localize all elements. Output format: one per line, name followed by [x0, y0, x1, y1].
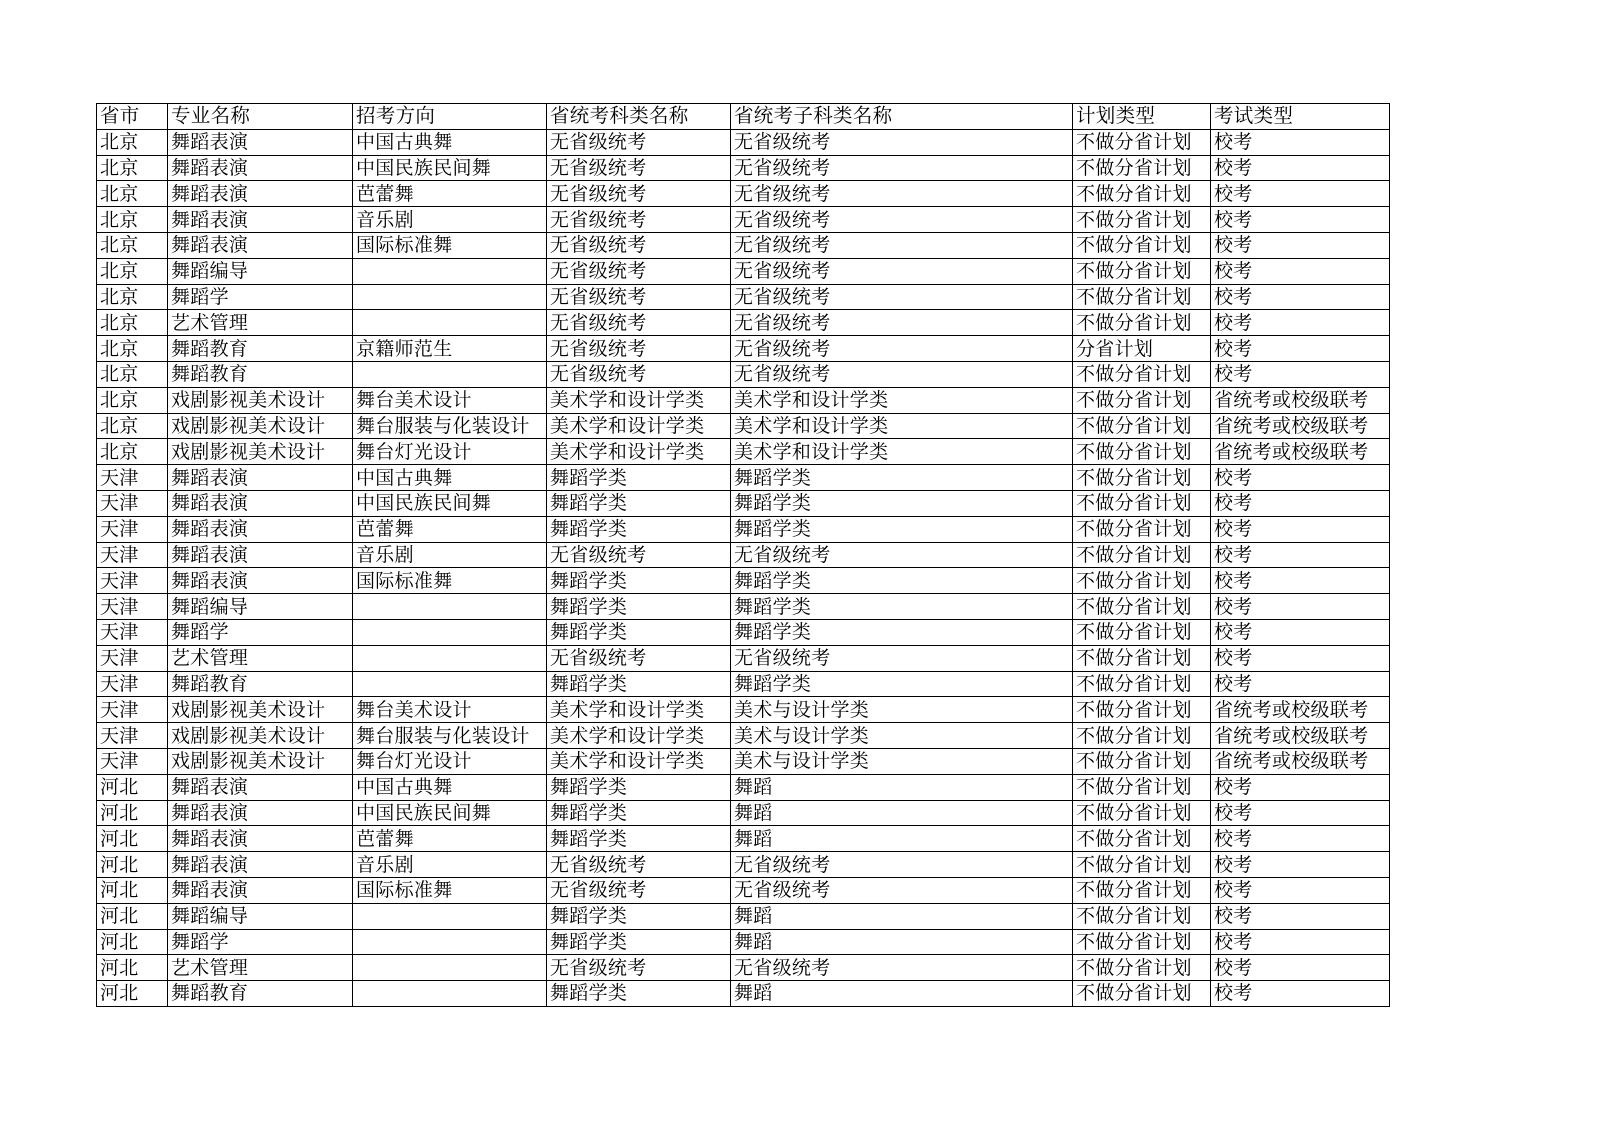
cell-exam-subcategory: 无省级统考 [731, 284, 1073, 310]
cell-province: 天津 [97, 490, 168, 516]
cell-province: 河北 [97, 903, 168, 929]
table-row [97, 981, 1390, 1007]
cell-province: 北京 [97, 361, 168, 387]
cell-exam-category: 美术学和设计学类 [547, 439, 731, 465]
cell-exam-subcategory: 美术与设计学类 [731, 723, 1073, 749]
cell-exam-type: 校考 [1211, 671, 1390, 697]
cell-major-name: 舞蹈表演 [168, 826, 353, 852]
table-row [97, 490, 1390, 516]
cell-exam-subcategory: 美术与设计学类 [731, 748, 1073, 774]
cell-exam-subcategory: 舞蹈 [731, 903, 1073, 929]
cell-exam-category: 无省级统考 [547, 336, 731, 362]
cell-plan-type: 不做分省计划 [1073, 439, 1211, 465]
cell-plan-type: 不做分省计划 [1073, 129, 1211, 155]
table-row [97, 310, 1390, 336]
cell-admission-direction [353, 903, 547, 929]
cell-plan-type: 不做分省计划 [1073, 929, 1211, 955]
table-row [97, 645, 1390, 671]
cell-exam-category: 舞蹈学类 [547, 516, 731, 542]
cell-exam-category: 无省级统考 [547, 258, 731, 284]
cell-major-name: 舞蹈编导 [168, 258, 353, 284]
cell-exam-category: 无省级统考 [547, 181, 731, 207]
cell-major-name: 舞蹈表演 [168, 232, 353, 258]
cell-province: 北京 [97, 439, 168, 465]
cell-plan-type: 不做分省计划 [1073, 284, 1211, 310]
cell-exam-subcategory: 无省级统考 [731, 877, 1073, 903]
cell-exam-category: 无省级统考 [547, 129, 731, 155]
cell-exam-type: 省统考或校级联考 [1211, 748, 1390, 774]
cell-exam-subcategory: 美术学和设计学类 [731, 413, 1073, 439]
cell-admission-direction: 舞台服装与化装设计 [353, 413, 547, 439]
table-row [97, 800, 1390, 826]
cell-plan-type: 不做分省计划 [1073, 568, 1211, 594]
cell-exam-subcategory: 舞蹈学类 [731, 465, 1073, 491]
cell-plan-type: 不做分省计划 [1073, 619, 1211, 645]
cell-major-name: 舞蹈学 [168, 619, 353, 645]
cell-exam-category: 舞蹈学类 [547, 800, 731, 826]
cell-exam-type: 校考 [1211, 232, 1390, 258]
cell-major-name: 戏剧影视美术设计 [168, 697, 353, 723]
table-row [97, 697, 1390, 723]
cell-plan-type: 不做分省计划 [1073, 826, 1211, 852]
table-header-row [97, 104, 1390, 130]
cell-exam-subcategory: 无省级统考 [731, 852, 1073, 878]
table-row [97, 387, 1390, 413]
cell-admission-direction: 音乐剧 [353, 852, 547, 878]
cell-admission-direction: 中国民族民间舞 [353, 490, 547, 516]
cell-province: 河北 [97, 981, 168, 1007]
table-row [97, 207, 1390, 233]
cell-province: 天津 [97, 542, 168, 568]
cell-major-name: 舞蹈学 [168, 929, 353, 955]
cell-plan-type: 不做分省计划 [1073, 748, 1211, 774]
cell-admission-direction: 京籍师范生 [353, 336, 547, 362]
cell-admission-direction: 国际标准舞 [353, 568, 547, 594]
cell-exam-category: 美术学和设计学类 [547, 748, 731, 774]
cell-major-name: 艺术管理 [168, 955, 353, 981]
cell-exam-subcategory: 无省级统考 [731, 310, 1073, 336]
cell-major-name: 戏剧影视美术设计 [168, 723, 353, 749]
table-row [97, 774, 1390, 800]
cell-exam-category: 美术学和设计学类 [547, 413, 731, 439]
cell-exam-subcategory: 无省级统考 [731, 336, 1073, 362]
cell-plan-type: 不做分省计划 [1073, 903, 1211, 929]
header-cell-admission-direction: 招考方向 [353, 104, 547, 130]
cell-province: 河北 [97, 877, 168, 903]
cell-plan-type: 不做分省计划 [1073, 594, 1211, 620]
cell-province: 河北 [97, 826, 168, 852]
cell-admission-direction: 音乐剧 [353, 542, 547, 568]
cell-exam-subcategory: 无省级统考 [731, 129, 1073, 155]
cell-exam-category: 美术学和设计学类 [547, 387, 731, 413]
cell-exam-category: 无省级统考 [547, 542, 731, 568]
cell-admission-direction: 芭蕾舞 [353, 826, 547, 852]
cell-province: 北京 [97, 181, 168, 207]
cell-exam-type: 校考 [1211, 955, 1390, 981]
cell-exam-type: 校考 [1211, 258, 1390, 284]
cell-major-name: 舞蹈表演 [168, 877, 353, 903]
cell-plan-type: 不做分省计划 [1073, 310, 1211, 336]
cell-exam-category: 美术学和设计学类 [547, 697, 731, 723]
cell-major-name: 舞蹈表演 [168, 207, 353, 233]
cell-province: 天津 [97, 697, 168, 723]
cell-exam-subcategory: 无省级统考 [731, 155, 1073, 181]
cell-plan-type: 不做分省计划 [1073, 155, 1211, 181]
cell-exam-category: 舞蹈学类 [547, 826, 731, 852]
cell-exam-subcategory: 舞蹈学类 [731, 671, 1073, 697]
cell-admission-direction [353, 258, 547, 284]
cell-exam-category: 无省级统考 [547, 361, 731, 387]
cell-plan-type: 不做分省计划 [1073, 542, 1211, 568]
cell-admission-direction: 音乐剧 [353, 207, 547, 233]
cell-exam-subcategory: 舞蹈学类 [731, 516, 1073, 542]
cell-exam-subcategory: 舞蹈 [731, 800, 1073, 826]
cell-exam-type: 校考 [1211, 181, 1390, 207]
cell-plan-type: 不做分省计划 [1073, 697, 1211, 723]
cell-major-name: 戏剧影视美术设计 [168, 413, 353, 439]
cell-major-name: 舞蹈编导 [168, 903, 353, 929]
cell-plan-type: 不做分省计划 [1073, 258, 1211, 284]
cell-plan-type: 不做分省计划 [1073, 490, 1211, 516]
cell-plan-type: 不做分省计划 [1073, 981, 1211, 1007]
cell-province: 河北 [97, 774, 168, 800]
cell-major-name: 舞蹈学 [168, 284, 353, 310]
cell-admission-direction [353, 619, 547, 645]
cell-major-name: 舞蹈教育 [168, 671, 353, 697]
table-row [97, 619, 1390, 645]
admissions-table [96, 103, 1390, 1007]
cell-admission-direction: 舞台灯光设计 [353, 748, 547, 774]
cell-major-name: 戏剧影视美术设计 [168, 387, 353, 413]
cell-exam-category: 舞蹈学类 [547, 981, 731, 1007]
cell-exam-subcategory: 舞蹈学类 [731, 594, 1073, 620]
cell-exam-category: 舞蹈学类 [547, 465, 731, 491]
cell-exam-subcategory: 舞蹈 [731, 929, 1073, 955]
cell-major-name: 艺术管理 [168, 310, 353, 336]
cell-province: 天津 [97, 465, 168, 491]
cell-exam-subcategory: 美术与设计学类 [731, 697, 1073, 723]
cell-admission-direction [353, 284, 547, 310]
cell-exam-category: 无省级统考 [547, 155, 731, 181]
cell-major-name: 舞蹈表演 [168, 129, 353, 155]
table-row [97, 852, 1390, 878]
cell-plan-type: 分省计划 [1073, 336, 1211, 362]
cell-exam-category: 无省级统考 [547, 645, 731, 671]
cell-admission-direction: 国际标准舞 [353, 877, 547, 903]
cell-admission-direction [353, 310, 547, 336]
cell-major-name: 舞蹈表演 [168, 516, 353, 542]
header-cell-exam-subcategory: 省统考子科类名称 [731, 104, 1073, 130]
cell-province: 北京 [97, 207, 168, 233]
cell-admission-direction [353, 645, 547, 671]
cell-province: 河北 [97, 955, 168, 981]
cell-exam-type: 校考 [1211, 465, 1390, 491]
cell-province: 北京 [97, 232, 168, 258]
table-row [97, 826, 1390, 852]
cell-admission-direction [353, 594, 547, 620]
cell-exam-category: 无省级统考 [547, 207, 731, 233]
cell-exam-type: 校考 [1211, 129, 1390, 155]
cell-exam-type: 校考 [1211, 594, 1390, 620]
table-row [97, 542, 1390, 568]
cell-exam-category: 舞蹈学类 [547, 619, 731, 645]
cell-plan-type: 不做分省计划 [1073, 852, 1211, 878]
cell-exam-type: 校考 [1211, 800, 1390, 826]
cell-exam-type: 校考 [1211, 903, 1390, 929]
cell-exam-type: 校考 [1211, 336, 1390, 362]
cell-exam-category: 舞蹈学类 [547, 774, 731, 800]
cell-exam-type: 校考 [1211, 645, 1390, 671]
cell-admission-direction: 芭蕾舞 [353, 181, 547, 207]
cell-exam-subcategory: 舞蹈 [731, 981, 1073, 1007]
cell-exam-type: 校考 [1211, 207, 1390, 233]
table-row [97, 594, 1390, 620]
cell-admission-direction [353, 929, 547, 955]
header-cell-exam-category: 省统考科类名称 [547, 104, 731, 130]
cell-major-name: 舞蹈教育 [168, 336, 353, 362]
table-row [97, 516, 1390, 542]
table-row [97, 465, 1390, 491]
table-row [97, 568, 1390, 594]
cell-plan-type: 不做分省计划 [1073, 207, 1211, 233]
cell-exam-category: 无省级统考 [547, 232, 731, 258]
cell-exam-type: 校考 [1211, 310, 1390, 336]
cell-province: 北京 [97, 129, 168, 155]
cell-exam-category: 舞蹈学类 [547, 568, 731, 594]
cell-plan-type: 不做分省计划 [1073, 516, 1211, 542]
table-row [97, 929, 1390, 955]
cell-exam-type: 校考 [1211, 929, 1390, 955]
table-row [97, 748, 1390, 774]
cell-plan-type: 不做分省计划 [1073, 955, 1211, 981]
cell-exam-category: 舞蹈学类 [547, 671, 731, 697]
table-body [97, 129, 1390, 1006]
cell-plan-type: 不做分省计划 [1073, 877, 1211, 903]
cell-exam-subcategory: 舞蹈学类 [731, 568, 1073, 594]
table-row [97, 413, 1390, 439]
table-row [97, 181, 1390, 207]
cell-admission-direction: 舞台服装与化装设计 [353, 723, 547, 749]
cell-province: 河北 [97, 929, 168, 955]
cell-admission-direction [353, 955, 547, 981]
cell-province: 天津 [97, 645, 168, 671]
cell-plan-type: 不做分省计划 [1073, 645, 1211, 671]
cell-admission-direction: 芭蕾舞 [353, 516, 547, 542]
cell-exam-type: 省统考或校级联考 [1211, 387, 1390, 413]
cell-plan-type: 不做分省计划 [1073, 413, 1211, 439]
cell-major-name: 舞蹈表演 [168, 852, 353, 878]
cell-plan-type: 不做分省计划 [1073, 671, 1211, 697]
cell-province: 天津 [97, 748, 168, 774]
table-row [97, 439, 1390, 465]
table-row [97, 129, 1390, 155]
header-cell-plan-type: 计划类型 [1073, 104, 1211, 130]
cell-admission-direction: 中国古典舞 [353, 129, 547, 155]
cell-province: 天津 [97, 671, 168, 697]
table-row [97, 232, 1390, 258]
cell-plan-type: 不做分省计划 [1073, 465, 1211, 491]
cell-exam-subcategory: 无省级统考 [731, 955, 1073, 981]
cell-admission-direction: 中国民族民间舞 [353, 800, 547, 826]
cell-exam-subcategory: 无省级统考 [731, 258, 1073, 284]
cell-admission-direction: 舞台美术设计 [353, 387, 547, 413]
cell-province: 天津 [97, 568, 168, 594]
cell-exam-category: 舞蹈学类 [547, 903, 731, 929]
cell-exam-subcategory: 无省级统考 [731, 232, 1073, 258]
cell-plan-type: 不做分省计划 [1073, 361, 1211, 387]
cell-province: 北京 [97, 413, 168, 439]
cell-exam-type: 校考 [1211, 826, 1390, 852]
cell-exam-type: 省统考或校级联考 [1211, 697, 1390, 723]
table-row [97, 155, 1390, 181]
cell-exam-subcategory: 美术学和设计学类 [731, 439, 1073, 465]
cell-province: 河北 [97, 852, 168, 878]
cell-major-name: 艺术管理 [168, 645, 353, 671]
cell-plan-type: 不做分省计划 [1073, 774, 1211, 800]
cell-province: 河北 [97, 800, 168, 826]
cell-major-name: 舞蹈表演 [168, 774, 353, 800]
cell-plan-type: 不做分省计划 [1073, 387, 1211, 413]
cell-province: 北京 [97, 387, 168, 413]
cell-admission-direction [353, 671, 547, 697]
cell-province: 天津 [97, 723, 168, 749]
header-cell-exam-type: 考试类型 [1211, 104, 1390, 130]
table-row [97, 877, 1390, 903]
cell-exam-subcategory: 舞蹈学类 [731, 490, 1073, 516]
cell-exam-type: 校考 [1211, 542, 1390, 568]
cell-major-name: 舞蹈表演 [168, 490, 353, 516]
cell-plan-type: 不做分省计划 [1073, 800, 1211, 826]
cell-exam-type: 校考 [1211, 774, 1390, 800]
cell-exam-subcategory: 无省级统考 [731, 645, 1073, 671]
cell-exam-subcategory: 无省级统考 [731, 361, 1073, 387]
cell-exam-subcategory: 无省级统考 [731, 542, 1073, 568]
header-cell-province: 省市 [97, 104, 168, 130]
cell-major-name: 舞蹈表演 [168, 800, 353, 826]
cell-major-name: 舞蹈表演 [168, 542, 353, 568]
table-row [97, 361, 1390, 387]
cell-province: 北京 [97, 284, 168, 310]
cell-major-name: 舞蹈教育 [168, 981, 353, 1007]
cell-plan-type: 不做分省计划 [1073, 723, 1211, 749]
cell-admission-direction: 国际标准舞 [353, 232, 547, 258]
cell-exam-subcategory: 无省级统考 [731, 207, 1073, 233]
cell-major-name: 舞蹈编导 [168, 594, 353, 620]
cell-exam-type: 校考 [1211, 981, 1390, 1007]
cell-exam-type: 校考 [1211, 361, 1390, 387]
table-row [97, 671, 1390, 697]
table-row [97, 723, 1390, 749]
cell-exam-type: 校考 [1211, 516, 1390, 542]
cell-exam-type: 校考 [1211, 877, 1390, 903]
cell-province: 北京 [97, 336, 168, 362]
cell-major-name: 戏剧影视美术设计 [168, 439, 353, 465]
cell-exam-category: 无省级统考 [547, 284, 731, 310]
cell-exam-type: 省统考或校级联考 [1211, 439, 1390, 465]
cell-exam-subcategory: 美术学和设计学类 [731, 387, 1073, 413]
cell-exam-type: 校考 [1211, 568, 1390, 594]
cell-province: 北京 [97, 155, 168, 181]
cell-exam-category: 舞蹈学类 [547, 929, 731, 955]
table-row [97, 903, 1390, 929]
cell-plan-type: 不做分省计划 [1073, 232, 1211, 258]
cell-major-name: 戏剧影视美术设计 [168, 748, 353, 774]
cell-exam-category: 舞蹈学类 [547, 594, 731, 620]
cell-major-name: 舞蹈表演 [168, 465, 353, 491]
cell-exam-type: 省统考或校级联考 [1211, 413, 1390, 439]
cell-exam-category: 舞蹈学类 [547, 490, 731, 516]
cell-major-name: 舞蹈表演 [168, 568, 353, 594]
cell-admission-direction [353, 981, 547, 1007]
cell-admission-direction: 中国古典舞 [353, 465, 547, 491]
cell-admission-direction: 舞台美术设计 [353, 697, 547, 723]
cell-exam-type: 校考 [1211, 490, 1390, 516]
cell-admission-direction [353, 361, 547, 387]
cell-province: 北京 [97, 310, 168, 336]
cell-exam-category: 无省级统考 [547, 310, 731, 336]
cell-exam-category: 无省级统考 [547, 955, 731, 981]
cell-exam-subcategory: 无省级统考 [731, 181, 1073, 207]
table-row [97, 955, 1390, 981]
cell-exam-type: 校考 [1211, 155, 1390, 181]
cell-admission-direction: 中国民族民间舞 [353, 155, 547, 181]
cell-province: 北京 [97, 258, 168, 284]
cell-exam-category: 无省级统考 [547, 852, 731, 878]
cell-exam-category: 无省级统考 [547, 877, 731, 903]
table-row [97, 336, 1390, 362]
cell-plan-type: 不做分省计划 [1073, 181, 1211, 207]
cell-province: 天津 [97, 516, 168, 542]
header-cell-major-name: 专业名称 [168, 104, 353, 130]
cell-major-name: 舞蹈表演 [168, 181, 353, 207]
table-row [97, 258, 1390, 284]
cell-exam-type: 校考 [1211, 284, 1390, 310]
cell-exam-subcategory: 舞蹈 [731, 774, 1073, 800]
cell-admission-direction: 中国古典舞 [353, 774, 547, 800]
cell-major-name: 舞蹈表演 [168, 155, 353, 181]
cell-province: 天津 [97, 619, 168, 645]
cell-exam-subcategory: 舞蹈 [731, 826, 1073, 852]
cell-exam-type: 校考 [1211, 852, 1390, 878]
cell-major-name: 舞蹈教育 [168, 361, 353, 387]
cell-province: 天津 [97, 594, 168, 620]
cell-exam-category: 美术学和设计学类 [547, 723, 731, 749]
cell-exam-type: 校考 [1211, 619, 1390, 645]
cell-admission-direction: 舞台灯光设计 [353, 439, 547, 465]
table-row [97, 284, 1390, 310]
cell-exam-type: 省统考或校级联考 [1211, 723, 1390, 749]
cell-exam-subcategory: 舞蹈学类 [731, 619, 1073, 645]
